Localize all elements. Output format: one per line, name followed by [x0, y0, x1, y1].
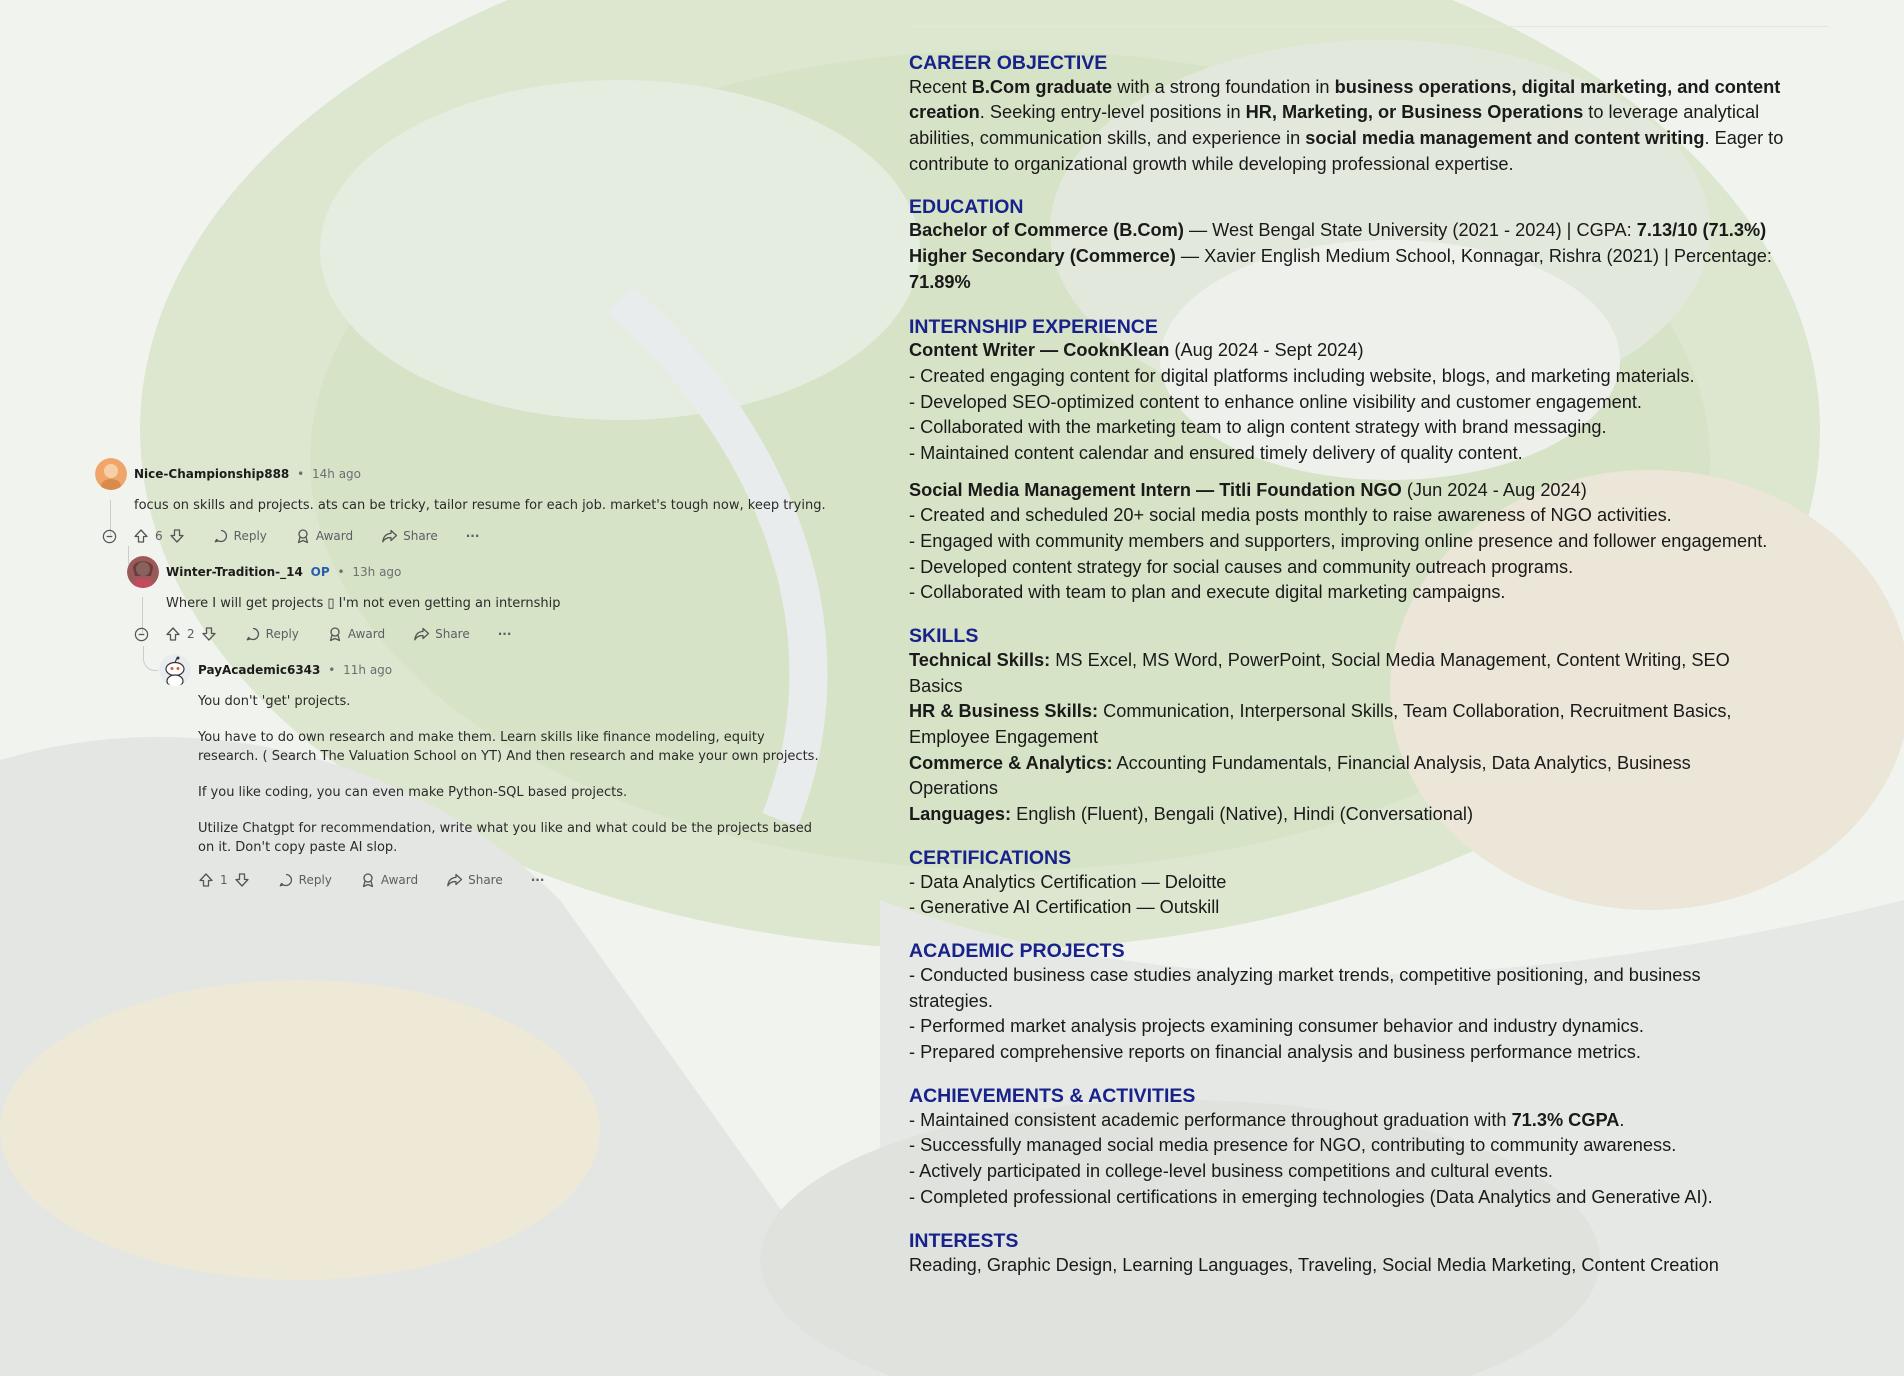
timestamp[interactable]: 14h ago	[312, 467, 362, 481]
education-line: 71.89%	[909, 272, 971, 292]
resume-document	[909, 20, 1904, 1340]
share-icon	[413, 626, 430, 642]
skills-line: Commerce & Analytics: Accounting Fundamentals, Financial Analysis, Data Analytics, Business	[909, 753, 1691, 773]
achievement-line: - Actively participated in college-level business competitions and cultural events.	[909, 1161, 1553, 1181]
divider	[909, 26, 1829, 27]
achievement-line: - Maintained consistent academic performance throughout graduation with 71.3% CGPA.	[909, 1110, 1625, 1130]
share-button[interactable]	[413, 626, 470, 642]
comment-paragraph: Utilize Chatgpt for recommendation, write what you like and what could be the projects based on it. Don't copy paste AI slop.	[198, 821, 813, 855]
username[interactable]: PayAcademic6343	[198, 663, 321, 677]
comment-paragraph: Where I will get projects ▯ I'm not even getting an internship	[166, 596, 561, 611]
vote-control	[198, 872, 250, 888]
objective-line: creation. Seeking entry-level positions in HR, Marketing, or Business Operations to leverage analytical	[909, 102, 1760, 122]
section-heading-education: EDUCATION	[909, 196, 1024, 218]
project-line: - Prepared comprehensive reports on financial analysis and business performance metrics.	[909, 1042, 1641, 1062]
timestamp[interactable]: 13h ago	[352, 565, 402, 579]
award-button[interactable]	[327, 626, 385, 642]
job-bullet: - Developed SEO-optimized content to enhance online visibility and customer engagement.	[909, 392, 1642, 412]
collapse-icon[interactable]	[102, 529, 117, 544]
avatar-icon	[95, 458, 127, 490]
comment-actions	[198, 869, 572, 891]
comment-paragraph: You don't 'get' projects.	[198, 694, 351, 709]
username[interactable]: Nice-Championship888	[134, 467, 290, 481]
more-options-button[interactable]: ···	[530, 873, 545, 887]
skills-line: HR & Business Skills: Communication, Interpersonal Skills, Team Collaboration, Recruitment Basics,	[909, 701, 1732, 721]
job-title: Social Media Management Intern — Titli Foundation NGO (Jun 2024 - Aug 2024)	[909, 480, 1587, 500]
op-badge: OP	[310, 565, 330, 579]
separator-dot: •	[328, 663, 336, 677]
share-button[interactable]	[446, 872, 503, 888]
interests-line: Reading, Graphic Design, Learning Languages, Traveling, Social Media Marketing, Content Creation	[909, 1255, 1719, 1275]
comment-icon	[213, 528, 229, 544]
job-bullet: - Maintained content calendar and ensured timely delivery of quality content.	[909, 443, 1523, 463]
section-heading-skills: SKILLS	[909, 625, 979, 647]
score: 6	[155, 529, 163, 543]
downvote-icon[interactable]	[201, 626, 217, 642]
comment-paragraph: You have to do own research and make them. Learn skills like finance modeling, equity research. ( Search The Valuation School on YT) And then research and make your own projects.	[198, 730, 819, 764]
education-line: Bachelor of Commerce (B.Com) — West Bengal State University (2021 - 2024) | CGPA: 7.13/10 (71.3%)	[909, 220, 1767, 240]
separator-dot: •	[297, 467, 305, 481]
award-icon	[327, 626, 343, 642]
share-label: Share	[468, 873, 503, 887]
section-heading-certifications: CERTIFICATIONS	[909, 847, 1072, 869]
username[interactable]: Winter-Tradition-_14	[166, 565, 303, 579]
share-icon	[381, 528, 398, 544]
job-bullet: - Collaborated with the marketing team to align content strategy with brand messaging.	[909, 417, 1607, 437]
share-button[interactable]	[381, 528, 438, 544]
section-heading-interests: INTERESTS	[909, 1230, 1019, 1252]
more-options-button[interactable]: ···	[465, 529, 480, 543]
skills-line: Technical Skills: MS Excel, MS Word, PowerPoint, Social Media Management, Content Writing, SEO	[909, 650, 1730, 670]
thread-connector	[143, 646, 158, 671]
comment-icon	[245, 626, 261, 642]
award-icon	[360, 872, 376, 888]
comment-actions	[102, 525, 507, 547]
comment-icon	[278, 872, 294, 888]
downvote-icon[interactable]	[169, 528, 185, 544]
award-label: Award	[380, 873, 419, 887]
achievement-line: - Completed professional certifications in emerging technologies (Data Analytics and Generative AI).	[909, 1187, 1713, 1207]
vote-control	[133, 528, 185, 544]
avatar[interactable]	[159, 654, 191, 686]
score: 2	[187, 627, 195, 641]
certification-item: - Generative AI Certification — Outskill	[909, 897, 1220, 917]
objective-line: abilities, communication skills, and experience in social media management and content writing. Eager to	[909, 128, 1784, 148]
comment-header	[134, 466, 361, 482]
section-heading-achievements: ACHIEVEMENTS & ACTIVITIES	[909, 1085, 1196, 1107]
comment-paragraph: focus on skills and projects. ats can be tricky, tailor resume for each job. market's tough now, keep trying.	[134, 498, 826, 513]
reply-label: Reply	[233, 529, 267, 543]
comment-body	[198, 692, 828, 874]
reply-label: Reply	[265, 627, 299, 641]
objective-line: contribute to organizational growth while developing professional expertise.	[909, 154, 1514, 174]
section-heading-internship: INTERNSHIP EXPERIENCE	[909, 316, 1158, 338]
share-label: Share	[403, 529, 438, 543]
upvote-icon[interactable]	[133, 528, 149, 544]
share-icon	[446, 872, 463, 888]
section-heading-career-objective: CAREER OBJECTIVE	[909, 52, 1108, 74]
comment-thread	[0, 0, 860, 1376]
avatar-icon	[127, 556, 159, 588]
award-label: Award	[315, 529, 354, 543]
job-bullet: - Engaged with community members and supporters, improving online presence and follower engagement.	[909, 531, 1768, 551]
reply-label: Reply	[298, 873, 332, 887]
reply-button[interactable]	[213, 528, 267, 544]
score: 1	[220, 873, 228, 887]
job-bullet: - Created engaging content for digital platforms including website, blogs, and marketing materials.	[909, 366, 1695, 386]
reply-button[interactable]	[245, 626, 299, 642]
comment-paragraph: If you like coding, you can even make Python-SQL based projects.	[198, 785, 628, 800]
share-label: Share	[435, 627, 470, 641]
collapse-icon[interactable]	[134, 627, 149, 642]
upvote-icon[interactable]	[198, 872, 214, 888]
upvote-icon[interactable]	[165, 626, 181, 642]
avatar[interactable]	[127, 556, 159, 588]
skills-line: Operations	[909, 778, 998, 798]
award-icon	[295, 528, 311, 544]
vote-control	[165, 626, 217, 642]
snoo-avatar-icon	[159, 654, 191, 686]
comment-actions	[134, 623, 539, 645]
project-line: - Performed market analysis projects examining consumer behavior and industry dynamics.	[909, 1016, 1644, 1036]
skills-line: Languages: English (Fluent), Bengali (Native), Hindi (Conversational)	[909, 804, 1474, 824]
separator-dot: •	[337, 565, 345, 579]
objective-line: Recent B.Com graduate with a strong foundation in business operations, digital marketing, and content	[909, 77, 1781, 97]
job-title: Content Writer — CooknKlean (Aug 2024 - Sept 2024)	[909, 340, 1364, 360]
avatar[interactable]	[95, 458, 127, 490]
project-line: - Conducted business case studies analyzing market trends, competitive positioning, and business	[909, 965, 1701, 985]
award-button[interactable]	[360, 872, 418, 888]
section-heading-academic-projects: ACADEMIC PROJECTS	[909, 940, 1125, 962]
award-label: Award	[347, 627, 386, 641]
more-options-button[interactable]: ···	[497, 627, 512, 641]
comment-header	[198, 662, 392, 678]
job-bullet: - Created and scheduled 20+ social media posts monthly to raise awareness of NGO activities.	[909, 505, 1672, 525]
reply-button[interactable]	[278, 872, 332, 888]
downvote-icon[interactable]	[234, 872, 250, 888]
education-line: Higher Secondary (Commerce) — Xavier English Medium School, Konnagar, Rishra (2021) | Percentage:	[909, 246, 1772, 266]
skills-line: Employee Engagement	[909, 727, 1099, 747]
job-bullet: - Developed content strategy for social causes and community outreach programs.	[909, 557, 1574, 577]
job-bullet: - Collaborated with team to plan and execute digital marketing campaigns.	[909, 582, 1506, 602]
certification-item: - Data Analytics Certification — Deloitte	[909, 872, 1227, 892]
skills-line: Basics	[909, 676, 963, 696]
timestamp[interactable]: 11h ago	[343, 663, 393, 677]
project-line: strategies.	[909, 991, 993, 1011]
achievement-line: - Successfully managed social media presence for NGO, contributing to community awareness.	[909, 1135, 1677, 1155]
award-button[interactable]	[295, 528, 353, 544]
comment-header	[166, 564, 401, 580]
